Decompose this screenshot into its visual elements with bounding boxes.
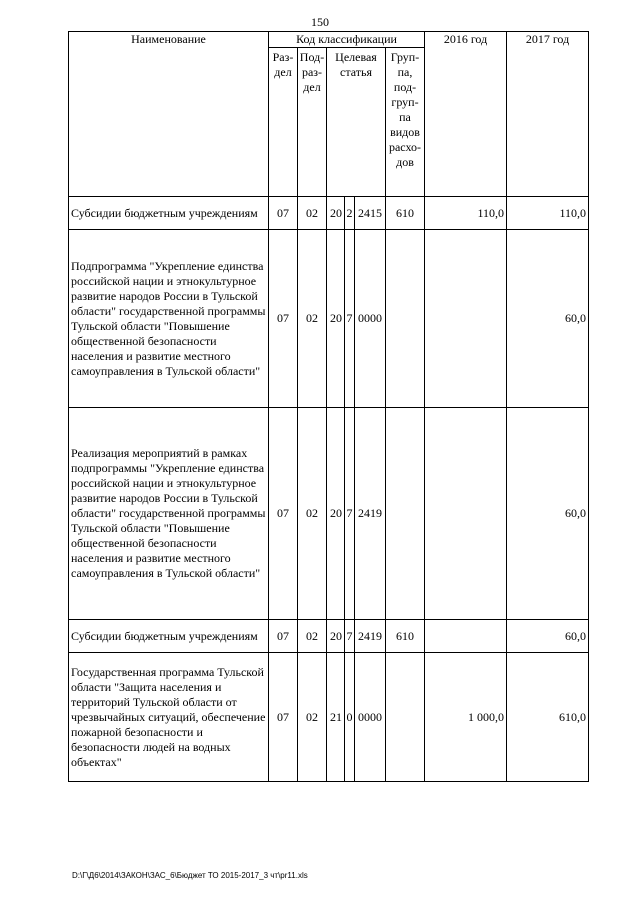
row-target-2: 0 [345, 653, 355, 782]
row-target-1: 20 [327, 408, 345, 620]
header-code-group: Код классификации [269, 32, 425, 48]
row-target-3: 0000 [355, 230, 386, 408]
table-row [69, 620, 589, 653]
row-group: 610 [386, 197, 425, 230]
row-2017: 610,0 [507, 653, 589, 782]
table-row [69, 197, 589, 230]
header-target: Целевая статья [327, 48, 386, 197]
row-target-3: 2419 [355, 408, 386, 620]
row-group [386, 408, 425, 620]
table-row [69, 653, 589, 782]
row-podrazdel: 02 [298, 230, 327, 408]
row-target-3: 2415 [355, 197, 386, 230]
row-name: Субсидии бюджетным учреждениям [69, 197, 269, 230]
row-2017: 60,0 [507, 620, 589, 653]
row-podrazdel: 02 [298, 620, 327, 653]
row-group [386, 230, 425, 408]
row-target-2: 7 [345, 230, 355, 408]
row-target-1: 20 [327, 620, 345, 653]
budget-table [68, 31, 589, 782]
row-2016: 1 000,0 [425, 653, 507, 782]
row-podrazdel: 02 [298, 653, 327, 782]
row-target-2: 7 [345, 408, 355, 620]
header-2016: 2016 год [425, 32, 507, 197]
row-razdel: 07 [269, 197, 298, 230]
table-row [69, 408, 589, 620]
header-name: Наименование [69, 32, 269, 197]
row-podrazdel: 02 [298, 197, 327, 230]
row-podrazdel: 02 [298, 408, 327, 620]
row-target-3: 0000 [355, 653, 386, 782]
row-target-3: 2419 [355, 620, 386, 653]
row-2016: 110,0 [425, 197, 507, 230]
row-name: Подпрограмма "Укрепление единства российской нации и этнокультурное развитие народов России в Тульской области" государственной программы Тульской области "Повышение общественной безопасности населения и развитие местного самоуправления в Тульской области" [69, 230, 269, 408]
header-2017: 2017 год [507, 32, 589, 197]
page-number: 150 [311, 15, 329, 29]
file-path-footer: D:\Г\Д6\2014\ЗАКОН\ЗАС_6\Бюджет ТО 2015-2017_3 чт\pr11.xls [72, 871, 308, 880]
row-2017: 110,0 [507, 197, 589, 230]
table-row [69, 230, 589, 408]
row-razdel: 07 [269, 620, 298, 653]
row-target-2: 2 [345, 197, 355, 230]
row-2016 [425, 230, 507, 408]
row-name: Реализация мероприятий в рамках подпрограммы "Укрепление единства российской нации и этнокультурное развитие народов России в Тульской области" государственной программы Тульской области "Повышение общественной безопасности населения и развитие местного самоуправления в Тульской области" [69, 408, 269, 620]
row-2016 [425, 620, 507, 653]
row-target-1: 20 [327, 230, 345, 408]
row-2016 [425, 408, 507, 620]
header-group: Груп- па, под- груп- па видов расхо- дов [386, 48, 425, 197]
row-razdel: 07 [269, 408, 298, 620]
row-target-1: 20 [327, 197, 345, 230]
header-row-1 [69, 32, 589, 48]
row-target-1: 21 [327, 653, 345, 782]
row-2017: 60,0 [507, 230, 589, 408]
header-podrazdel: Под- раз- дел [298, 48, 327, 197]
header-razdel: Раз- дел [269, 48, 298, 197]
row-razdel: 07 [269, 653, 298, 782]
row-group: 610 [386, 620, 425, 653]
row-razdel: 07 [269, 230, 298, 408]
row-name: Субсидии бюджетным учреждениям [69, 620, 269, 653]
row-2017: 60,0 [507, 408, 589, 620]
row-target-2: 7 [345, 620, 355, 653]
row-group [386, 653, 425, 782]
row-name: Государственная программа Тульской области "Защита населения и территорий Тульской области от чрезвычайных ситуаций, обеспечение пожарной безопасности и безопасности людей на водных объектах" [69, 653, 269, 782]
